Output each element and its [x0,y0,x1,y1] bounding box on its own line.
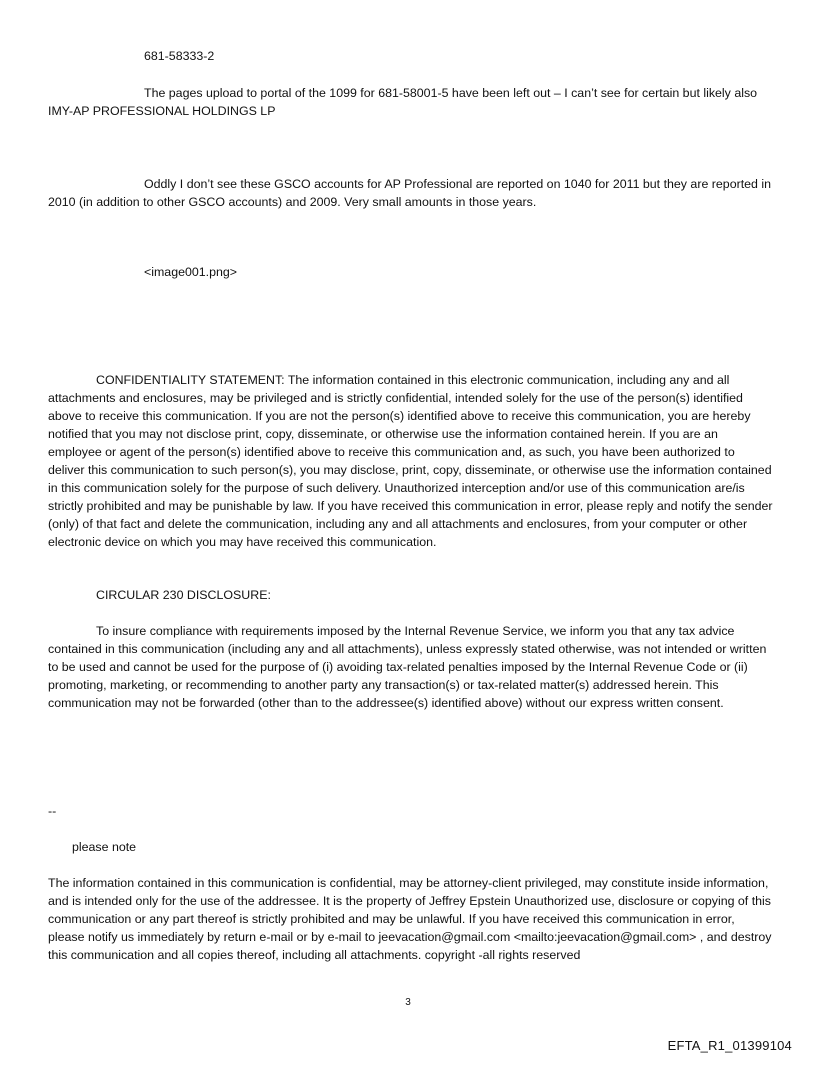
page-number: 3 [405,997,411,1008]
bates-number: EFTA_R1_01399104 [667,1038,792,1053]
circular-230-disclosure: To insure compliance with requirements imposed by the Internal Revenue Service, we inform you that any tax advice contained in this communication (including any and all attachments), unless expressly stated otherwise, was not intended or written to be used and cannot be used for the purpose of (i) avoiding tax-related penalties imposed by the Internal Revenue Code or (ii) promoting, marketing, or recommending to another party any transaction(s) or tax-related matter(s) addressed herein. This communication may not be forwarded (other than to the addressee(s) identified above) without our express written consent. [48,624,767,710]
image-attachment-placeholder: <image001.png> [144,265,238,279]
circular-230-heading: CIRCULAR 230 DISCLOSURE: [96,588,271,602]
confidentiality-statement: CONFIDENTIALITY STATEMENT: The information contained in this electronic communication, including any and all attachments and enclosures, may be privileged and is strictly confidential, intended solely for the use of the person(s) identified above to receive this communication. If you are not the person(s) identified above to receive this communication, you are hereby notified that you may not disclose print, copy, disseminate, or otherwise use the information contained herein. If you are an employee or agent of the person(s) identified above to receive this communication and, as such, you have been authorized to deliver this communication to such person(s), you may disclose, print, copy, disseminate, or otherwise use the information contained in this communication solely for the purpose of such delivery. Unauthorized interception and/or use of this communication are/is strictly prohibited and may be punishable by law. If you have received this communication in error, please reply and notify the sender (only) of that fact and delete the communication, including any and all attachments and enclosures, from your computer or other electronic device on which you may have received this communication. [48,373,773,549]
account-reference: 681-58333-2 [144,49,215,63]
signature-separator: -- [48,804,57,818]
gsco-accounts-paragraph: Oddly I don’t see these GSCO accounts for AP Professional are reported on 1040 for 2011 but they are reported in 2010 (in addition to other GSCO accounts) and 2009. Very small amounts in those years. [48,177,772,209]
confidentiality-notice: The information contained in this communication is confidential, may be attorney-client privileged, may constitute inside information, and is intended only for the use of the addressee. It is the property of Jeffrey Epstein Unauthorized use, disclosure or copying of this communication or any part thereof is strictly prohibited and may be unlawful. If you have received this communication in error, please notify us immediately by return e-mail or by e-mail to jeevacation@gmail.com <mailto:jeevacation@gmail.com> , and destroy this communication and all copies thereof, including all attachments. copyright -all rights reserved [48,876,772,962]
missing-pages-paragraph: The pages upload to portal of the 1099 for 681-58001-5 have been left out – I can’t see for certain but likely also IMY-AP PROFESSIONAL HOLDINGS LP [48,86,758,118]
note-heading: please note [72,840,137,854]
